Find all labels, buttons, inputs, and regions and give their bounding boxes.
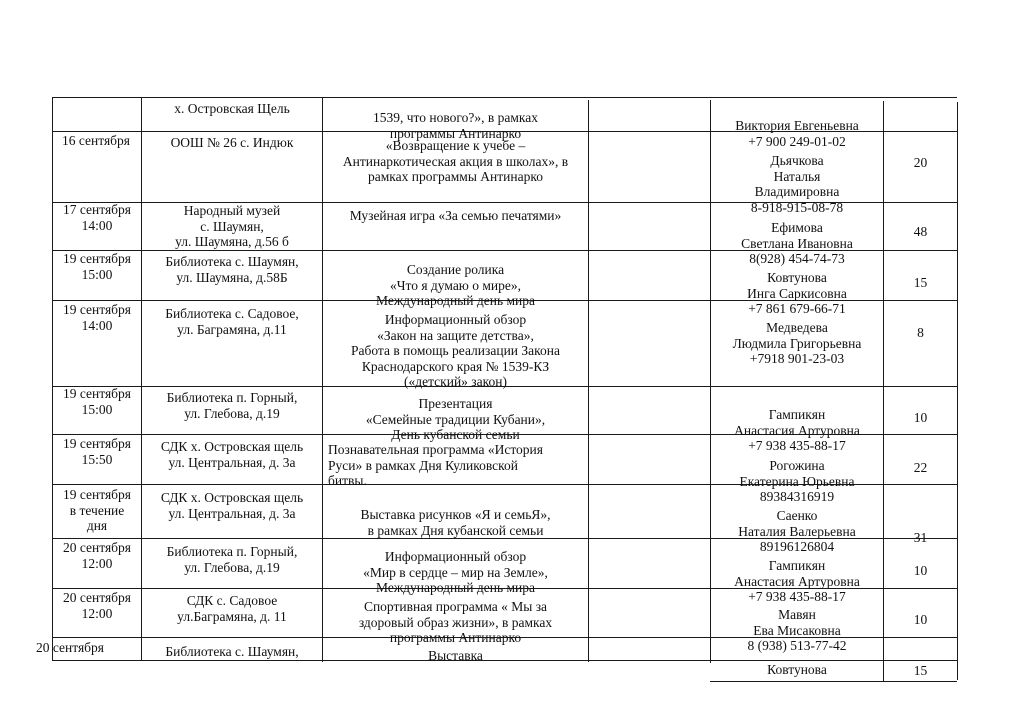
cell-count: 48 xyxy=(913,224,928,239)
cell-place: Народный музей с. Шаумян, ул. Шаумяна, д.56 б xyxy=(175,203,289,249)
cell-responsible: Гампикян Анастасия Артуровна +7 938 435-88-17 xyxy=(734,407,860,453)
cell-event: Выставка рисунков «Я и семьЯ», в рамках Дня кубанской семьи xyxy=(360,507,551,538)
cell-count: 31 xyxy=(913,530,928,545)
cell-count: 10 xyxy=(913,410,928,425)
cell-place: Библиотека с. Шаумян, xyxy=(165,644,299,659)
cell-date: 19 сентября 14:00 xyxy=(62,302,131,333)
cell-event: Познавательная программа «История Руси» в рамках Дня Куликовской битвы. xyxy=(328,442,543,488)
cell-event: Музейная игра «За семью печатями» xyxy=(349,208,562,223)
cell-count: 15 xyxy=(913,663,928,678)
cell-count: 15 xyxy=(913,275,928,290)
col-line xyxy=(141,97,142,660)
col-line xyxy=(883,101,884,681)
cell-place: х. Островская Щель xyxy=(174,101,290,116)
col-line xyxy=(957,102,958,680)
cell-place: Библиотека с. Садовое, ул. Баграмяна, д.11 xyxy=(165,306,299,337)
cell-count: 10 xyxy=(913,563,928,578)
cell-date: 20 сентября 12:00 xyxy=(62,590,131,621)
cell-date: 20 сентября 12:00 xyxy=(62,540,131,571)
cell-responsible: Дьячкова Наталья Владимировна 8-918-915-08-78 xyxy=(750,153,844,215)
cell-event: Информационный обзор «Закон на защите детства», Работа в помощь реализации Закона Краснодарского края № 1539-КЗ («детский» закон) xyxy=(350,312,560,389)
col-line xyxy=(52,97,53,660)
cell-responsible: Ковтунова xyxy=(767,662,827,677)
col-line xyxy=(588,100,589,662)
cell-place: Библиотека п. Горный, ул. Глебова, д.19 xyxy=(166,390,298,421)
cell-place: Библиотека с. Шаумян, ул. Шаумяна, д.58Б xyxy=(165,254,299,285)
cell-event: Информационный обзор «Мир в сердце – мир на Земле», Международный день мира xyxy=(363,549,548,595)
cell-date: 16 сентября xyxy=(62,133,131,148)
cell-responsible: Медведева Людмила Григорьевна +7918 901-23-03 xyxy=(732,320,862,366)
cell-count: 22 xyxy=(913,460,928,475)
cell-event: Создание ролика «Что я думаю о мире», Международный день мира xyxy=(376,262,535,308)
cell-event: «Возвращение к учебе – Антинаркотическая акция в школах», в рамках программы Антинарко xyxy=(342,138,569,184)
cell-event: Выставка xyxy=(428,648,483,663)
cell-place: СДК х. Островская щель ул. Центральная, д. 3а xyxy=(160,439,304,470)
cell-count: 8 xyxy=(917,325,924,340)
cell-date: 19 сентября 15:00 xyxy=(62,251,131,282)
cell-responsible: Рогожина Екатерина Юрьевна 89384316919 xyxy=(739,458,855,504)
cell-date: 19 сентября в течение дня xyxy=(62,487,131,533)
cell-count: 20 xyxy=(913,155,928,170)
cell-event: Презентация «Семейные традиции Кубани», День кубанской семьи xyxy=(365,396,546,442)
cell-date: 20 сентября xyxy=(36,640,105,655)
cell-responsible: Ефимова Светлана Ивановна 8(928) 454-74-73 xyxy=(741,220,853,266)
cell-place: СДК с. Садовое ул.Баграмяна, д. 11 xyxy=(177,593,287,624)
cell-date: 19 сентября 15:00 xyxy=(62,386,131,417)
cell-responsible: Саенко Наталия Валерьевна 89196126804 xyxy=(738,508,856,554)
cell-responsible: Виктория Евгеньевна +7 900 249-01-02 xyxy=(735,118,859,149)
cell-date: 19 сентября 15:50 xyxy=(62,436,131,467)
cell-place: Библиотека п. Горный, ул. Глебова, д.19 xyxy=(166,544,298,575)
cell-place: ООШ № 26 с. Индюк xyxy=(170,135,294,150)
cell-responsible: Мавян Ева Мисаковна 8 (938) 513-77-42 xyxy=(747,607,847,653)
cell-date: 17 сентября 14:00 xyxy=(62,202,131,233)
cell-place: СДК х. Островская щель ул. Центральная, д. 3а xyxy=(160,490,304,521)
cell-responsible: Ковтунова Инга Саркисовна +7 861 679-66-71 xyxy=(747,270,847,316)
row-line xyxy=(710,681,957,682)
cell-count: 10 xyxy=(913,612,928,627)
cell-event: Спортивная программа « Мы за здоровый образ жизни», в рамках программы Антинарко xyxy=(358,599,553,645)
cell-responsible: Гампикян Анастасия Артуровна +7 938 435-88-17 xyxy=(734,558,860,604)
row-line xyxy=(52,97,957,98)
cell-event: 1539, что нового?», в рамках программы Антинарко xyxy=(373,110,538,141)
